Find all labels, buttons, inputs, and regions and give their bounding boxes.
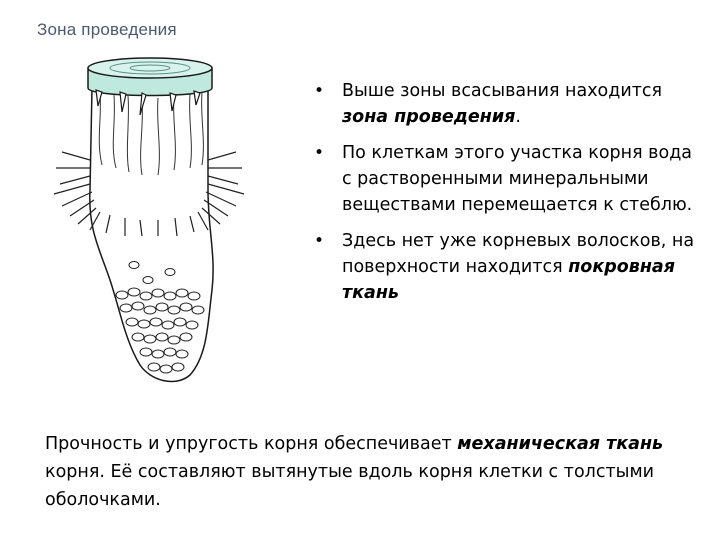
bullet-text: Здесь нет уже корневых волосков, на поверхности находится [342,231,695,277]
bullet-item [310,140,705,218]
footer-text: Прочность и упругость корня обеспечивает [45,434,458,454]
bullet-emphasis: покровная ткань [342,257,675,303]
figure-caption: Зона проведения [37,20,177,39]
root-illustration [30,40,300,400]
bullet-item [310,228,705,306]
bullet-text: Выше зоны всасывания находится [342,81,663,101]
bullet-list [310,78,705,316]
bullet-item [310,78,705,130]
bullet-icon: • [314,143,325,163]
bullet-icon: • [314,81,325,101]
footer-paragraph [45,430,695,514]
bullet-emphasis: зона проведения [342,107,516,127]
bullet-text: По клеткам этого участка корня вода с растворенными минеральными веществами перемещается к стеблю. [342,143,693,215]
bullet-icon: • [314,231,325,251]
footer-text-end: корня. Её составляют вытянутые вдоль корня клетки с толстыми оболочками. [45,462,655,510]
footer-emphasis: механическая ткань [457,434,664,454]
bullet-text-end: . [515,107,521,127]
